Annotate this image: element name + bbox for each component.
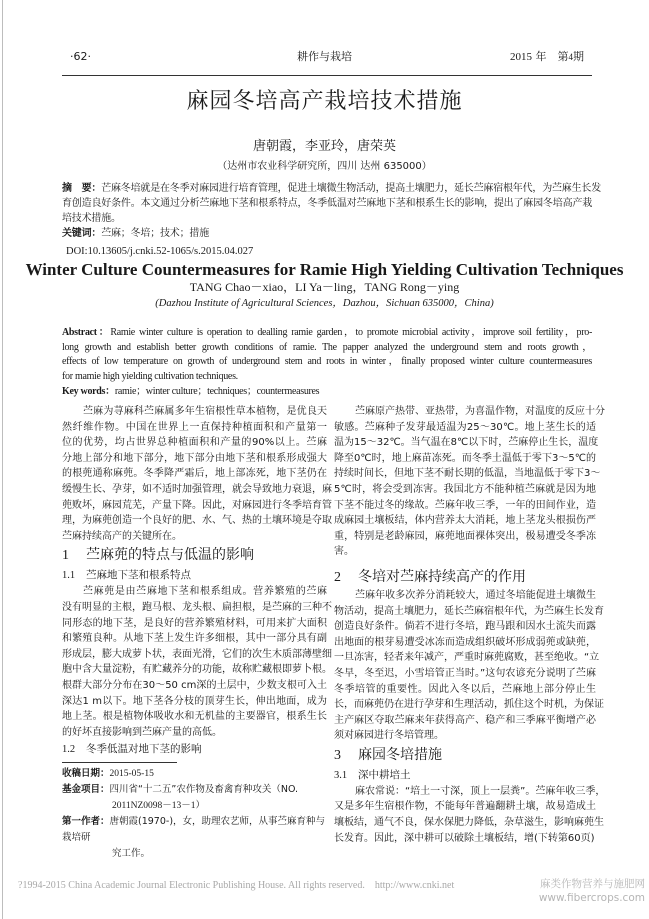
journal-section: 耕作与栽培: [297, 50, 352, 63]
heading-number: 1: [62, 548, 69, 564]
first-author: [62, 814, 327, 846]
copyright-footer: ?1994-2015 China Academic Journal Electronic Publishing House. All rights reserved. http://www.cnki.net: [18, 880, 455, 891]
paragraph-line: 苎麻为荨麻科苎麻属多年生宿根性草本植物，是优良天: [83, 406, 327, 417]
page-number: ·62·: [70, 50, 91, 63]
paragraph-line: 创造良好条件。倘若不进行冬培，跑马跟和因水土流失而露: [334, 621, 596, 633]
paragraph-line: 同形态的地下茎，是良好的营养繁殖材料，可用来扩大面积: [62, 617, 327, 629]
author-value: 唐朝霞(1970-)，女，助理农艺师，从事苎麻育种与栽培研: [62, 816, 326, 843]
left-column: [62, 404, 332, 758]
paragraph-line: 成麻园土壤板结，体内营养太大消耗，地上茎龙头根损伤严: [334, 515, 596, 527]
paragraph-line: 理，为麻蔸创造一个良好的肥、水、气、热的土壤环境是夺取: [62, 515, 332, 527]
paragraph-line: 5℃时，将会受到冻害。我国北方不能种植苎麻就是因为地: [334, 483, 596, 495]
paragraph-line: 壤板结，通气不良，保水保肥力降低，杂草滋生，影响麻蔸生: [334, 817, 604, 829]
abstract-line: [62, 181, 602, 196]
paragraph-line: 冬早，冬至迟，小雪培管正当时。”这句农谚充分说明了苎麻: [334, 667, 596, 679]
paragraph-line: 位的优势，均占世界总种植面积和产量的90%以上。苎麻: [62, 437, 327, 449]
subsection-heading-1-1: [62, 566, 327, 584]
heading-text: 冬季低温对地下茎的影响: [86, 743, 202, 756]
chinese-abstract: [62, 181, 602, 241]
year-suffix: 年: [535, 50, 547, 63]
paragraph-line: 胞中含大量淀粉，有贮藏养分的功能，故称贮藏根即萝卜根。: [62, 664, 332, 676]
paragraph-line: 苎麻持续高产的关键所在。: [62, 530, 182, 542]
heading-text: 冬培对苎麻持续高产的作用: [358, 568, 526, 585]
english-abstract: [62, 326, 592, 399]
received-date: [62, 766, 327, 782]
right-column: [334, 404, 606, 846]
authors: 唐朝霞，李亚玲，唐荣英: [252, 139, 396, 154]
paragraph-line: 然纤维作物。中国在世界上一直保持种植面积和产量第一: [62, 421, 327, 433]
abstract-label: Abstract：: [62, 327, 111, 338]
section-heading-3: [334, 744, 596, 766]
paragraph-line: 的根蔸通称麻蔸。冬季降严霜后，地上部冻死，地下茎仍在: [62, 468, 327, 480]
paragraph-line: 须对麻园进行冬培管理。: [334, 730, 444, 742]
paragraph-line: 长发育。因此，深中耕可以破除土壤板结，增(下转第60页): [334, 832, 595, 844]
paragraph-line: 蔸败坏，麻园荒芜，产量下降。因此，对麻园进行冬季培育管: [62, 499, 332, 511]
section-heading-1: [62, 544, 327, 566]
watermark-url: www.fibercrops.com: [538, 892, 645, 904]
keywords-line: [62, 226, 592, 241]
heading-number: 3.1: [334, 769, 348, 781]
keywords-label: Key words：: [62, 385, 115, 397]
paragraph-line: 地上茎。根是植物体吸收水和无机盐的主要器官，根系生长: [62, 711, 327, 723]
paragraph-line: 苎麻年收多次养分消耗较大，通过冬培能促进土壤微生: [355, 589, 596, 601]
paragraph-line: 重，特别是老龄麻园，麻蔸地面裸体突出，极易遭受冬季冻: [334, 530, 596, 542]
abstract-line: [62, 326, 592, 341]
paragraph-line: 一旦冻害，轻者来年减产，严重时麻蔸腐败，甚至绝收。“立: [334, 652, 600, 664]
paragraph-line: 害。: [334, 546, 354, 558]
issue-prefix: 第: [557, 50, 569, 63]
received-value: 2015-05-15: [109, 769, 154, 779]
paragraph-winter-culture: [334, 588, 604, 744]
heading-number: 1.2: [62, 744, 76, 756]
paragraph-line: 物活动，提高土壤肥力，延长苎麻宿根年代，为苎麻生长发育: [334, 605, 604, 617]
heading-number: 2: [334, 569, 341, 585]
heading-number: 1.1: [62, 570, 76, 582]
paragraph-roots: [62, 584, 332, 740]
paragraph-line: 主产麻区夺取苎麻来年获得高产、稳产和三季麻平衡增产必: [334, 714, 596, 726]
paragraph-line: 又是多年生宿根作物，不能每年普遍翻耕土壤，故易造成土: [334, 801, 596, 813]
paragraph-line: 下茎不能过冬的缘故。苎麻年收三季，一年的田间作业，造: [334, 499, 596, 511]
paragraph-line: 降至0℃时，地上麻苗冻死。而冬季土温低于零下3～5℃的: [334, 452, 596, 464]
paragraph-line: 和繁殖良种。从地下茎上发生许多细根，其中一部分具有副: [62, 633, 327, 645]
paragraph-temperature: [334, 404, 605, 560]
abstract-line: long growth and establish better growth conditions of ramie. The papper analyzed the underground stem and roots growth，: [62, 341, 592, 353]
heading-number: 3: [334, 747, 341, 763]
fund: [62, 782, 327, 798]
english-authors: TANG Chao－xiao，LI Ya－ling，TANG Rong－ying: [189, 280, 460, 294]
paragraph-line: 温为15～32℃。当气温在8℃以下时，苎麻停止生长，温度: [334, 437, 599, 449]
paragraph-line: 敏感。苎麻种子发芽最适温为25～30℃。地上茎生长的适: [334, 421, 596, 433]
fund-label: 基金项目：: [62, 784, 110, 795]
paragraph-line: 根群大部分分布在30～50 cm深的土层中，少数支根可入土: [62, 679, 327, 691]
received-label: 收稿日期：: [62, 768, 110, 779]
paragraph-line: 苎麻蔸是由苎麻地下茎和根系组成。营养繁殖的苎麻: [83, 586, 327, 598]
abstract-line: 育创造良好条件。本文通过分析苎麻地下茎和根系特点，冬季低温对苎麻地下茎和根系生长的影响，提出了麻园冬培高产栽: [62, 198, 592, 209]
heading-text: 苎麻地下茎和根系特点: [86, 569, 191, 582]
subsection-heading-3-1: [334, 766, 596, 784]
fund-number: 2011NZ0098－13－1）: [112, 801, 206, 811]
heading-text: 麻园冬培措施: [358, 746, 442, 763]
footnote-rule: [62, 762, 177, 763]
year: 2015: [510, 51, 532, 63]
footnotes: [62, 766, 327, 862]
keywords-label: 关键词：: [62, 228, 102, 239]
paragraph-tillage: [334, 784, 606, 846]
subsection-heading-1-2: [62, 740, 327, 758]
header-rule: [62, 75, 592, 76]
heading-text: 深中耕培土: [358, 768, 411, 781]
keywords: ramie；winter culture；techniques；countermeasures: [114, 385, 320, 397]
keywords-line: [62, 385, 592, 400]
abstract-line: for mamie high yielding cultivation techniques.: [62, 371, 238, 383]
abstract-text: 芒麻冬培就是在冬季对麻园进行培育管理，促进土壤微生物活动，提高土壤肥力，延长苎麻宿根年代，为苎麻生长发: [101, 183, 602, 194]
fund-value: 四川省“十二五”农作物及畜禽育种攻关（NO.: [109, 784, 299, 795]
paragraph-line: 没有明显的主根，跑马根、龙头根、扁担根，是苎麻的三种不: [62, 601, 332, 613]
watermark-cn: 麻类作物营养与施肥网: [540, 878, 645, 890]
section-heading-2: [334, 566, 596, 588]
abstract-line: effects of low temperature on growth of underground stem and roots in winter，finally proposed winter culture countermeasures: [62, 356, 592, 368]
english-affiliation: (Dazhou Institute of Agricultural Sciences，Dazhou，Sichuan 635000，China): [155, 298, 494, 309]
paragraph-intro: [62, 404, 332, 544]
abstract-line: 培技术措施。: [62, 213, 121, 224]
affiliation: （达州市农业科学研究所，四川 达州 635000）: [217, 161, 432, 172]
issue-suffix: 期: [573, 50, 584, 63]
heading-text: 苎麻蔸的特点与低温的影响: [86, 547, 254, 564]
paragraph-line: 冬季培管的重要性。因此入冬以后，苎麻地上部分停止生: [334, 683, 596, 695]
paragraph-line: 分地上部分和地下部分，地下部分由地下茎和根系形成强大: [62, 452, 327, 464]
paragraph-line: 长，而麻蔸仍在进行孕芽和生理活动，抓住这个时机，为保证: [334, 699, 604, 711]
paragraph-line: 深达1 m以下。地下茎各分枝的顶芽生长，伸出地面，成为: [62, 695, 327, 707]
doi: DOI:10.13605/j.cnki.52-1065/s.2015.04.027: [66, 246, 254, 257]
abstract-text: Ramie winter culture is operation to dealling ramie garden，to promote microbial activity，improve soil fertility，pro-: [110, 327, 592, 338]
author-label: 第一作者：: [62, 816, 110, 827]
paragraph-line: 出地面的根芽易遭受冰冻而造成组织破坏形成弱蔸或缺蔸，: [334, 636, 596, 648]
issue-number: 4: [568, 52, 573, 62]
paragraph-line: 的好坏直接影响到苎麻产量的高低。: [62, 726, 222, 738]
author-value-cont: 究工作。: [112, 848, 151, 859]
paragraph-line: 苎麻原产热带、亚热带，为喜温作物，对温度的反应十分: [355, 406, 605, 417]
english-title: Winter Culture Countermeasures for Ramie High Yielding Cultivation Techniques: [25, 260, 624, 279]
paragraph-line: 持续时间长，但地下茎不耐长期的低温，当地温低于零下3～: [334, 468, 601, 480]
paragraph-line: 麻农常说：“培土一寸深，顶上一层粪”。苎麻年收三季，: [355, 785, 606, 797]
abstract-label: 摘 要：: [62, 183, 102, 194]
watermark: [539, 877, 645, 905]
paper-title: 麻园冬培高产栽培技术措施: [186, 89, 463, 114]
paragraph-line: 形成层，膨大成萝卜状，表面光滑，它们的次生木质部薄壁细: [62, 648, 332, 660]
issue-info: [510, 50, 584, 64]
keywords: 苎麻；冬培；技术；措施: [101, 228, 210, 239]
paragraph-line: 缓慢生长、孕芽，如不适时加强管理，就会导致地力衰退，麻: [62, 483, 332, 495]
